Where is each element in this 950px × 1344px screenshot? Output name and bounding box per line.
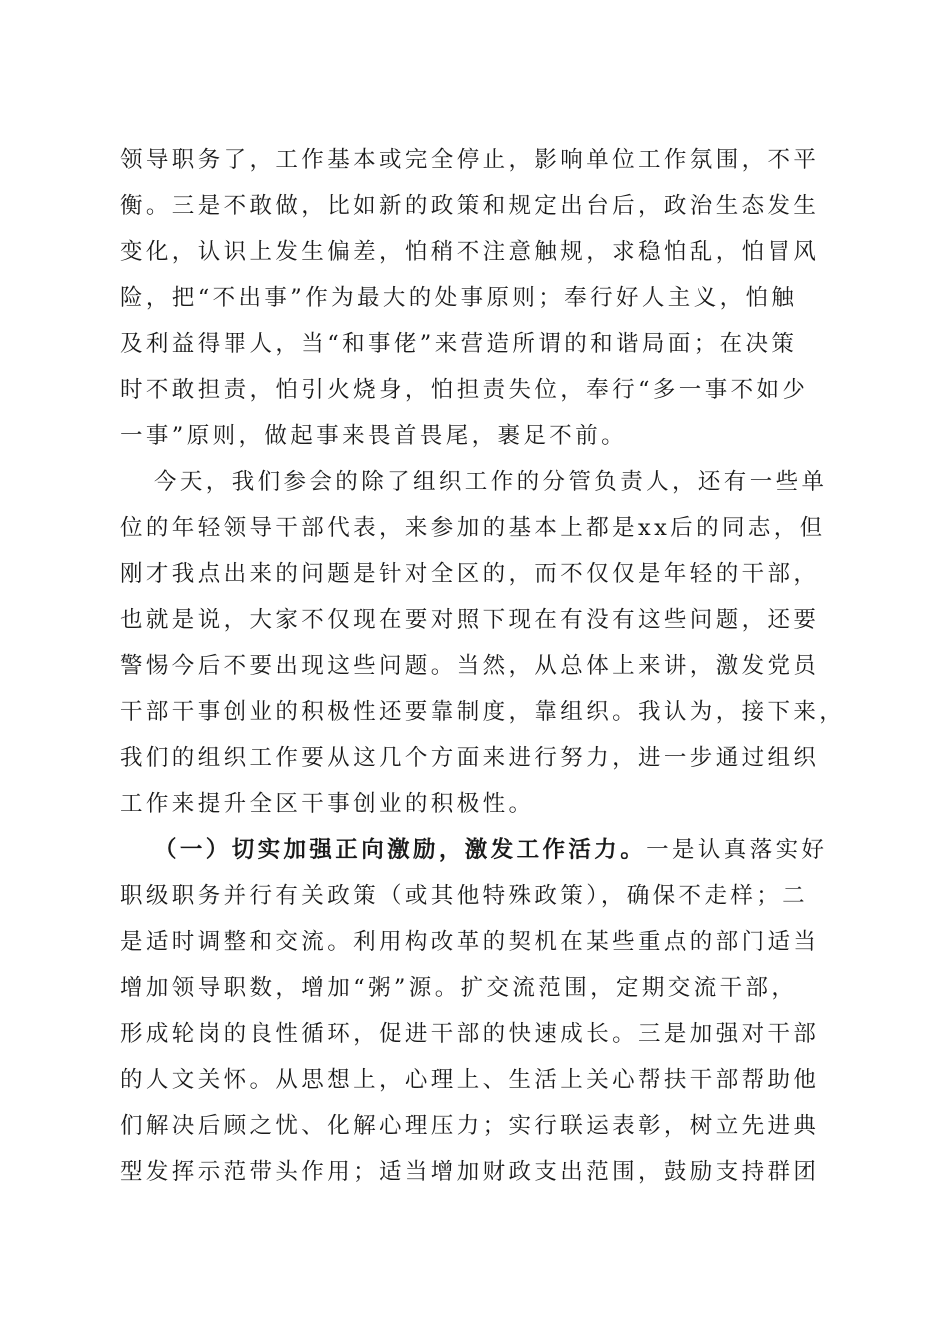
text-line: 时不敢担责，怕引火烧身，怕担责失位，奉行“多一事不如少 bbox=[120, 377, 809, 403]
text-line: 及利益得罪人，当“和事佬”来营造所谓的和谐局面；在决策 bbox=[120, 331, 798, 357]
text-line: 是适时调整和交流。利用构改革的契机在某些重点的部门适当 bbox=[120, 929, 820, 955]
text-line: 一事”原则，做起事来畏首畏尾，裹足不前。 bbox=[120, 423, 628, 449]
text-line: 警惕今后不要出现这些问题。当然，从总体上来讲，激发党员 bbox=[120, 653, 820, 679]
text-line: 刚才我点出来的问题是针对全区的，而不仅仅是年轻的干部， bbox=[120, 561, 820, 587]
text-line: 型发挥示范带头作用；适当增加财政支出范围，鼓励支持群团 bbox=[120, 1159, 820, 1185]
text-line: 变化，认识上发生偏差，怕稍不注意触规，求稳怕乱，怕冒风 bbox=[120, 239, 820, 265]
text-line: 形成轮岗的良性循环，促进干部的快速成长。三是加强对干部 bbox=[120, 1021, 820, 1047]
text-line: 衡。三是不敢做，比如新的政策和规定出台后，政治生态发生 bbox=[120, 193, 820, 219]
text-line: 险，把“不出事”作为最大的处事原则；奉行好人主义，怕触 bbox=[120, 285, 798, 311]
text-line: 今天，我们参会的除了组织工作的分管负责人，还有一些单 bbox=[154, 469, 828, 495]
text-line bbox=[120, 827, 832, 873]
text-line: 工作来提升全区干事创业的积极性。 bbox=[120, 791, 535, 817]
text-line: 增加领导职数，增加“粥”源。扩交流范围，定期交流干部， bbox=[120, 975, 798, 1001]
text-line: 领导职务了，工作基本或完全停止，影响单位工作氛围，不平 bbox=[120, 147, 820, 173]
paragraph-1 bbox=[120, 137, 832, 459]
section-heading: （一）切实加强正向激励，激发工作活力。 bbox=[154, 837, 647, 863]
document-body bbox=[120, 137, 846, 1195]
text-line: 职级职务并行有关政策（或其他特殊政策），确保不走样；二 bbox=[120, 883, 809, 909]
heading-line-rest: 一是认真落实好 bbox=[646, 837, 828, 863]
text-line: 也就是说，大家不仅现在要对照下现在有没有这些问题，还要 bbox=[120, 607, 820, 633]
text-line: 位的年轻领导干部代表，来参加的基本上都是xx后的同志，但 bbox=[120, 515, 826, 541]
paragraph-2 bbox=[120, 459, 846, 827]
text-line: 干部干事创业的积极性还要靠制度，靠组织。我认为，接下来， bbox=[120, 699, 846, 725]
text-line: 我们的组织工作要从这几个方面来进行努力，进一步通过组织 bbox=[120, 745, 820, 771]
paragraph-3 bbox=[120, 827, 832, 1195]
text-line: 们解决后顾之忧、化解心理压力；实行联运表彰，树立先进典 bbox=[120, 1113, 820, 1139]
text-line: 的人文关怀。从思想上，心理上、生活上关心帮扶干部帮助他 bbox=[120, 1067, 820, 1093]
